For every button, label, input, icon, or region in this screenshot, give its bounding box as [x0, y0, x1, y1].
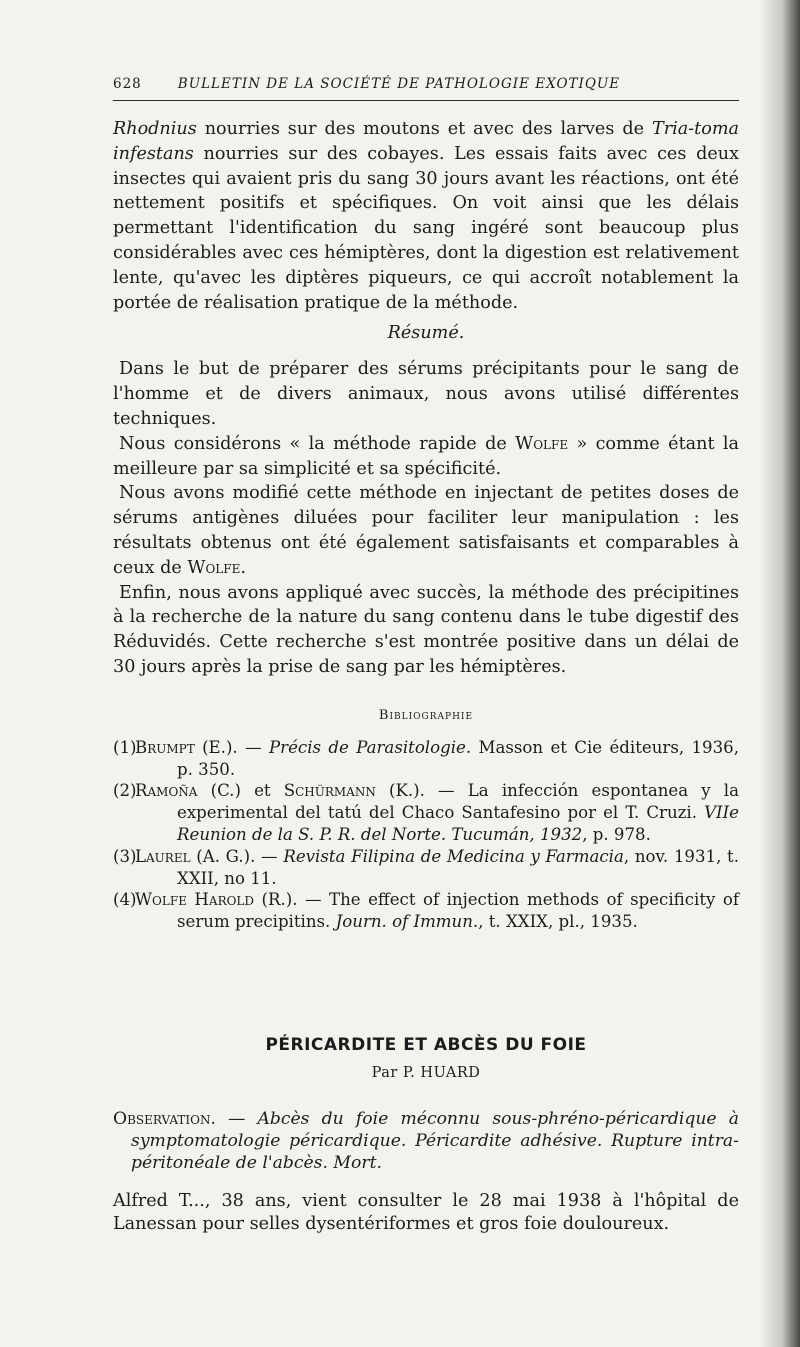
ref-text-b: , p. 978. — [582, 824, 651, 844]
running-head — [113, 76, 739, 100]
resume-p2-text-a: Nous considérons « la méthode rapide de — [119, 433, 516, 454]
ref-italic-title: Précis de Parasitologie — [269, 737, 466, 757]
ref-number: (4) — [113, 890, 137, 910]
article-title: PÉRICARDITE ET ABCÈS DU FOIE — [265, 1034, 587, 1055]
ref-text-b: , t. XXIX, pl., 1935. — [478, 912, 638, 932]
intro-text-a: nourries sur des moutons et avec des larves de — [196, 119, 652, 139]
ref-text-a: (R.). — The effect of injection methods of specificity of serum precipitins. — [177, 890, 739, 932]
ref-text-b: , nov. 1931, t. XXII, no 11. — [177, 846, 739, 888]
article-author: Par P. HUARD — [371, 1064, 481, 1081]
ref-number: (2) — [113, 781, 137, 801]
bibliography-heading: Bibliographie — [378, 707, 474, 723]
journal-title: BULLETIN DE LA SOCIÉTÉ DE PATHOLOGIE EXOTIQUE — [177, 76, 621, 92]
ref-author: Wolfe Harold — [135, 890, 255, 910]
bibliography-ref-4 — [113, 889, 739, 933]
ref-number: (3) — [113, 846, 137, 866]
resume-heading: Résumé. — [387, 323, 465, 344]
resume-p3-text-b: . — [240, 557, 246, 578]
ref-number: (1) — [113, 737, 137, 757]
bibliography-ref-2 — [113, 780, 739, 845]
ref-author: Laurel — [135, 846, 191, 866]
ref-text-a: (E.). — — [194, 737, 269, 757]
ref-author-2: Schürmann — [283, 781, 376, 801]
ref-italic-title: Revista Filipina de Medicina y Farmacia — [283, 846, 624, 866]
resume-p3-name: Wolfe — [187, 557, 241, 578]
resume-paragraph-4: Enfin, nous avons appliqué avec succès, la méthode des précipitines à la recherche de la nature du sang contenu dans le tube digestif des Réduvidés. Cette recherche s'est montrée positive dans un délai de 30 jours après la prise de sang par les hémiptères. — [113, 582, 739, 677]
ref-text-a2: (K.). — La infección espontanea y la experimental del tatú del Chaco Santafesino por el T. Cruzi. — [177, 781, 739, 823]
observation-label: Observation — [113, 1108, 211, 1129]
article-lead-paragraph: Alfred T..., 38 ans, vient consulter le 28 mai 1938 à l'hôpital de Lanessan pour selles dysentériformes et gros foie douloureux. — [113, 1191, 739, 1234]
ref-text-b: . Masson et Cie éditeurs, 1936, p. 350. — [177, 737, 739, 779]
resume-p2-name: Wolfe — [515, 433, 569, 454]
page-content — [113, 76, 739, 1235]
resume-p2-text-b: » comme étant la meilleure par sa simplicité et sa spécificité. — [113, 433, 739, 479]
resume-paragraph-2 — [113, 432, 739, 482]
observation-text: Abcès du foie méconnu sous-phréno-péricardique à symptomatologie péricardique. Péricardite adhésive. Rupture intra-péritonéale de l'abcès. Mort. — [131, 1108, 740, 1173]
ref-italic-title: VIIe Reunion de la S. P. R. del Norte. Tucumán, 1932 — [177, 803, 739, 844]
intro-text-c: nourries sur des cobayes. Les essais faits avec ces deux insectes qui avaient pris du sang 30 jours avant les réactions, ont été nettement positifs et spécifiques. On voit ainsi que les délais permettant l'identification du sang ingéré sont beaucoup plus considérables avec ces hémiptères, dont la digestion est relativement lente, qu'avec les diptères piqueurs, ce qui accroît notablement la portée de réalisation pratique de la méthode. — [113, 143, 739, 313]
page-edge-shadow — [760, 0, 800, 1347]
resume-paragraph-3 — [113, 481, 739, 580]
observation-dash: . — — [210, 1108, 258, 1129]
ref-author: Ramoña — [135, 781, 198, 801]
intro-italic-triatoma: Tria-toma infestans — [113, 119, 739, 164]
intro-italic-rhodnius: Rhodnius — [113, 119, 197, 139]
bibliography-ref-1 — [113, 737, 739, 781]
resume-paragraph-1: Dans le but de préparer des sérums précipitants pour le sang de l'homme et de divers animaux, nous avons utilisé différentes techniques. — [113, 359, 739, 429]
bibliography-ref-3 — [113, 846, 739, 890]
resume-p3-text-a: Nous avons modifié cette méthode en injectant de petites doses de sérums antigènes diluées pour faciliter leur manipulation : les résultats obtenus ont été également satisfaisants et comparables à ceux de — [113, 483, 739, 578]
intro-paragraph — [113, 117, 739, 315]
ref-author: Brumpt — [135, 737, 195, 757]
header-rule — [113, 100, 739, 101]
ref-text-a: (A. G.). — — [190, 846, 284, 866]
observation-block — [113, 1109, 739, 1174]
ref-italic-title: Journ. of Immun. — [335, 912, 479, 932]
ref-text-a: (C.) et — [197, 781, 284, 801]
page-number: 628 — [113, 76, 142, 92]
